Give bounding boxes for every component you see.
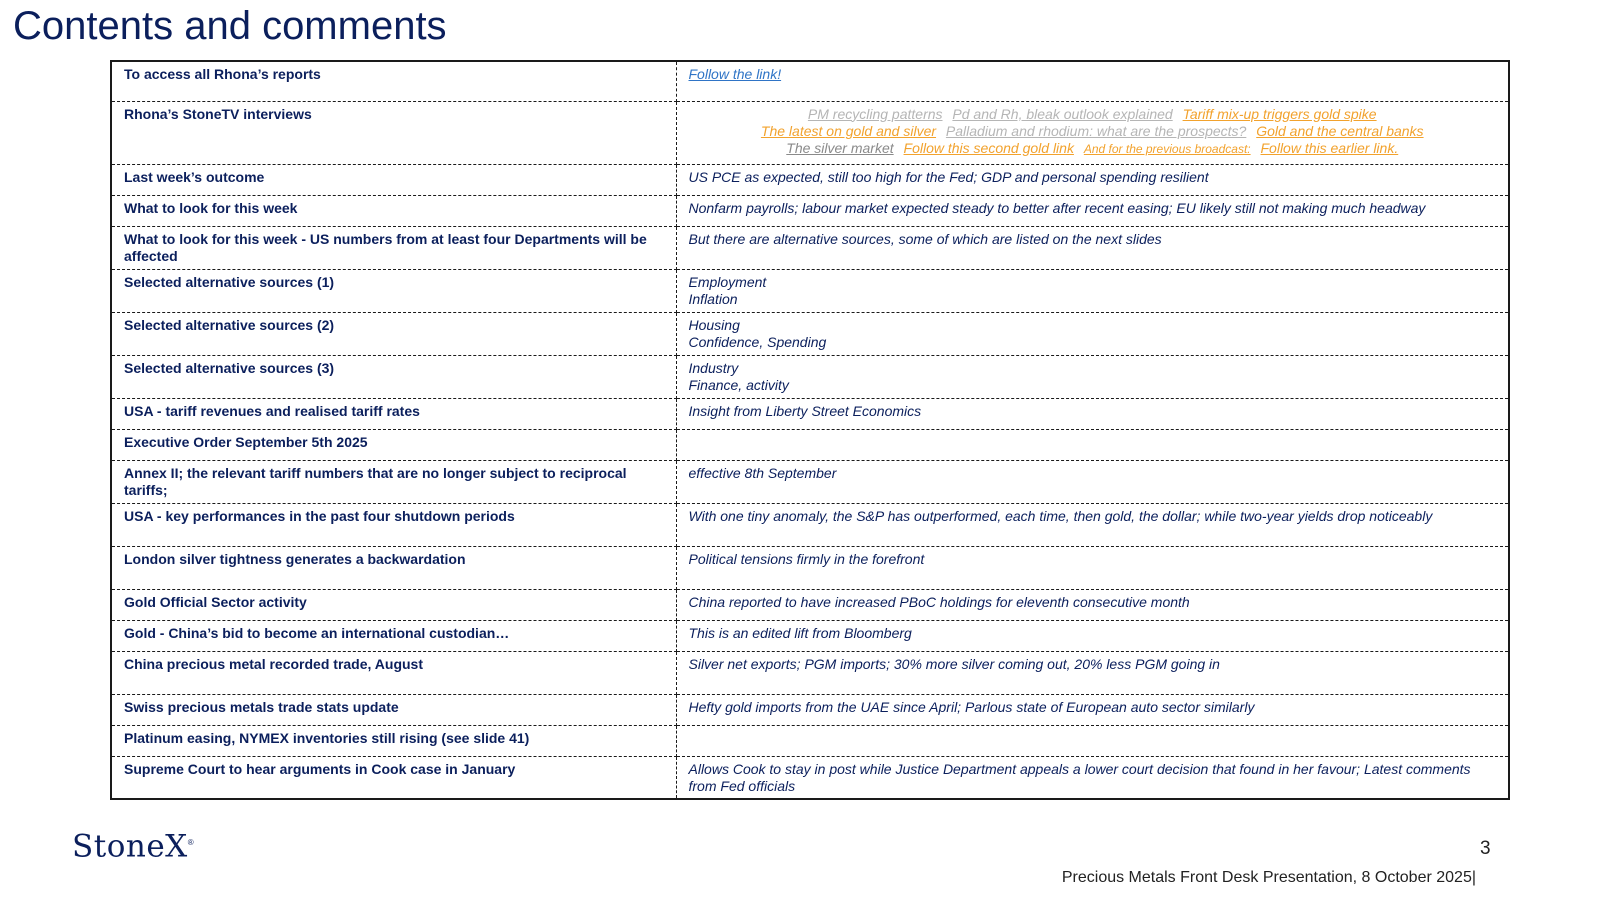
stonex-logo (72, 826, 194, 863)
interview-link-central-banks[interactable]: Gold and the central banks (1256, 122, 1424, 139)
interview-link-tariff-mixup[interactable]: Tariff mix-up triggers gold spike (1182, 105, 1377, 122)
table-row (111, 195, 1509, 226)
comment-line: But there are alternative sources, some of which are listed on the next slides (688, 230, 1162, 247)
table-row (111, 651, 1509, 694)
comment-line: Employment (688, 273, 767, 290)
slide-title: Contents and comments (13, 4, 447, 48)
row-comment (676, 503, 1509, 546)
interview-link-silver-market[interactable]: The silver market (786, 139, 894, 156)
comment-line: Nonfarm payrolls; labour market expected steady to better after recent easing; EU likely still not making much headway (688, 199, 1426, 216)
logo-registered-mark: ® (187, 838, 195, 847)
table-row (111, 694, 1509, 725)
comment-line: Finance, activity (688, 376, 789, 393)
comment-line: US PCE as expected, still too high for the Fed; GDP and personal spending resilient (688, 168, 1209, 185)
interview-link-earlier[interactable]: Follow this earlier link. (1260, 139, 1399, 156)
table-row (111, 101, 1509, 164)
table-row (111, 429, 1509, 460)
row-comment (676, 195, 1509, 226)
contents-table (110, 60, 1510, 800)
row-comment (676, 164, 1509, 195)
comment-line: Allows Cook to stay in post while Justice Department appeals a lower court decision that found in her favour; Latest comments from Fed officials (688, 760, 1471, 794)
row-topic: What to look for this week (111, 195, 676, 226)
row-comment (676, 756, 1509, 799)
row-topic: London silver tightness generates a backwardation (111, 546, 676, 589)
table-row (111, 226, 1509, 269)
row-topic: Executive Order September 5th 2025 (111, 429, 676, 460)
comment-line: Industry (688, 359, 739, 376)
comment-line: Inflation (688, 290, 738, 307)
row-comment (676, 312, 1509, 355)
interview-link-pd-rh[interactable]: Pd and Rh, bleak outlook explained (952, 105, 1173, 122)
row-topic: Gold - China’s bid to become an international custodian… (111, 620, 676, 651)
comment-line: Silver net exports; PGM imports; 30% more silver coming out, 20% less PGM going in (688, 655, 1220, 672)
table-row (111, 61, 1509, 101)
table-row (111, 312, 1509, 355)
table-row (111, 546, 1509, 589)
row-comment (676, 355, 1509, 398)
interview-links (676, 101, 1509, 164)
row-topic: Selected alternative sources (2) (111, 312, 676, 355)
interview-link-gold-silver[interactable]: The latest on gold and silver (760, 122, 937, 139)
row-comment (676, 651, 1509, 694)
row-topic: USA - key performances in the past four shutdown periods (111, 503, 676, 546)
row-topic: Annex II; the relevant tariff numbers that are no longer subject to reciprocal tariffs; (111, 460, 676, 503)
row-comment (676, 398, 1509, 429)
table-row (111, 725, 1509, 756)
comment-line: Confidence, Spending (688, 333, 827, 350)
row-comment (676, 620, 1509, 651)
table-row (111, 589, 1509, 620)
row-comment (676, 429, 1509, 460)
row-topic: What to look for this week - US numbers from at least four Departments will be affected (111, 226, 676, 269)
row-topic: Supreme Court to hear arguments in Cook case in January (111, 756, 676, 799)
row-comment (676, 460, 1509, 503)
table-row (111, 756, 1509, 799)
row-topic: China precious metal recorded trade, August (111, 651, 676, 694)
interview-link-pm-recycling[interactable]: PM recycling patterns (807, 105, 943, 122)
table-row (111, 164, 1509, 195)
table-row (111, 503, 1509, 546)
row-comment (676, 725, 1509, 756)
interview-link-palladium-rhodium[interactable]: Palladium and rhodium: what are the prospects? (945, 122, 1247, 139)
table-row (111, 269, 1509, 312)
logo-wordmark: StoneX (72, 828, 188, 865)
row-comment (676, 546, 1509, 589)
comment-line: Political tensions firmly in the forefront (688, 550, 925, 567)
row-topic: Last week’s outcome (111, 164, 676, 195)
comment-line: China reported to have increased PBoC holdings for eleventh consecutive month (688, 593, 1190, 610)
row-topic: Selected alternative sources (1) (111, 269, 676, 312)
table-row (111, 620, 1509, 651)
table-row (111, 398, 1509, 429)
table-row (111, 460, 1509, 503)
comment-line: Insight from Liberty Street Economics (688, 402, 922, 419)
comment-line: effective 8th September (688, 464, 837, 481)
row-comment (676, 269, 1509, 312)
page-number: 3 (1480, 838, 1491, 859)
reports-link[interactable]: Follow the link! (688, 66, 782, 82)
interview-link-previous-broadcast[interactable]: And for the previous broadcast: (1083, 141, 1251, 156)
row-comment (676, 226, 1509, 269)
comment-line: With one tiny anomaly, the S&P has outperformed, each time, then gold, the dollar; while two-year yields drop noticeably (688, 507, 1433, 524)
row-comment (676, 589, 1509, 620)
footer-text: Precious Metals Front Desk Presentation, 8 October 2025| (1061, 869, 1476, 886)
row-topic: USA - tariff revenues and realised tariff rates (111, 398, 676, 429)
comment-line: Hefty gold imports from the UAE since April; Parlous state of European auto sector similarly (688, 698, 1255, 715)
interview-link-second-gold[interactable]: Follow this second gold link (903, 139, 1074, 156)
row-topic: To access all Rhona’s reports (111, 61, 676, 101)
row-topic: Platinum easing, NYMEX inventories still rising (see slide 41) (111, 725, 676, 756)
comment-line: This is an edited lift from Bloomberg (688, 624, 912, 641)
row-topic: Selected alternative sources (3) (111, 355, 676, 398)
row-topic: Rhona’s StoneTV interviews (111, 101, 676, 164)
row-topic: Swiss precious metals trade stats update (111, 694, 676, 725)
comment-line: Housing (688, 316, 740, 333)
row-comment (676, 61, 1509, 101)
row-topic: Gold Official Sector activity (111, 589, 676, 620)
table-row (111, 355, 1509, 398)
row-comment (676, 694, 1509, 725)
